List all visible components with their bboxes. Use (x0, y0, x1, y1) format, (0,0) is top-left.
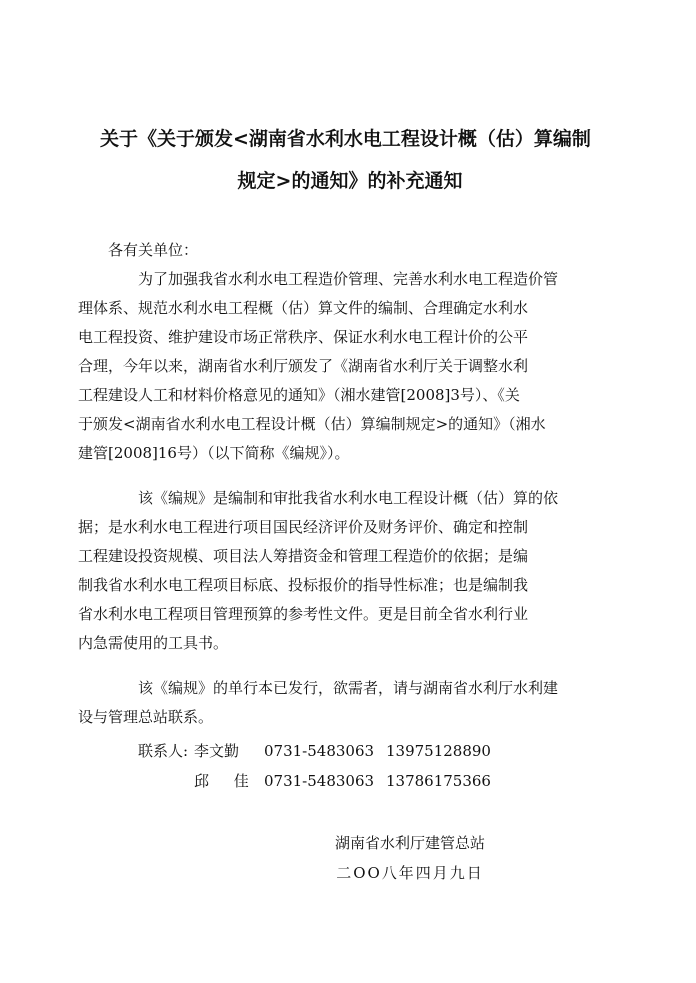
paragraph-1-line: 合理，今年以来，湖南省水利厅颁发了《湖南省水利厅关于调整水利 (78, 357, 529, 375)
paragraph-2-line: 工程建设投资规模、项目法人筹措资金和管理工程造价的依据；是编 (78, 547, 529, 565)
paragraph-3 (78, 674, 598, 732)
contact-row (138, 736, 491, 766)
signature-organization: 湖南省水利厅建管总站 (334, 834, 485, 852)
contact-row (138, 766, 491, 796)
paragraph-2-line: 该《编规》是编制和审批我省水利水电工程设计概（估）算的依 (138, 489, 559, 507)
paragraph-1-line: 工程建设人工和材料价格意见的通知》（湘水建管[2008]3号）、《关 (78, 386, 520, 404)
contact-mobile: 13786175366 (386, 772, 491, 790)
paragraph-3-line: 设与管理总站联系。 (78, 708, 214, 726)
paragraph-2-line: 据；是水利水电工程进行项目国民经济评价及财务评价、确定和控制 (78, 518, 529, 536)
paragraph-2-line: 制我省水利水电工程项目标底、投标报价的指导性标准；也是编制我 (78, 576, 529, 594)
contact-label: 联系人: (138, 742, 189, 760)
contact-name: 邱 佳 (194, 772, 259, 790)
contact-name: 李文勤 (194, 742, 240, 760)
title-line-1: 关于《关于颁发<湖南省水利水电工程设计概（估）算编制 (100, 128, 591, 150)
paragraph-1-line: 电工程投资、维护建设市场正常秩序、保证水利水电工程计价的公平 (78, 328, 529, 346)
paragraph-1 (78, 265, 598, 468)
paragraph-1-line: 于颁发<湖南省水利水电工程设计概（估）算编制规定>的通知》（湘水 (78, 415, 546, 433)
signature-date: 二OO八年四月九日 (336, 864, 484, 882)
title-line-2: 规定>的通知》的补充通知 (237, 170, 463, 192)
contact-phone: 0731-5483063 (264, 742, 375, 760)
paragraph-1-line: 建管[2008]16号）（以下简称《编规》）。 (78, 444, 350, 462)
paragraph-2-line: 省水利水电工程项目管理预算的参考性文件。更是目前全省水利行业 (78, 605, 529, 623)
contact-mobile: 13975128890 (386, 742, 491, 760)
contact-phone: 0731-5483063 (264, 772, 375, 790)
paragraph-3-line: 该《编规》的单行本已发行，欲需者，请与湖南省水利厅水利建 (138, 679, 559, 697)
contact-list (138, 736, 491, 796)
paragraph-2 (78, 484, 598, 658)
salutation: 各有关单位： (108, 241, 199, 259)
paragraph-1-line: 理体系、规范水利水电工程概（估）算文件的编制、合理确定水利水 (78, 299, 529, 317)
paragraph-2-line: 内急需使用的工具书。 (78, 634, 229, 652)
paragraph-1-line: 为了加强我省水利水电工程造价管理、完善水利水电工程造价管 (138, 270, 559, 288)
